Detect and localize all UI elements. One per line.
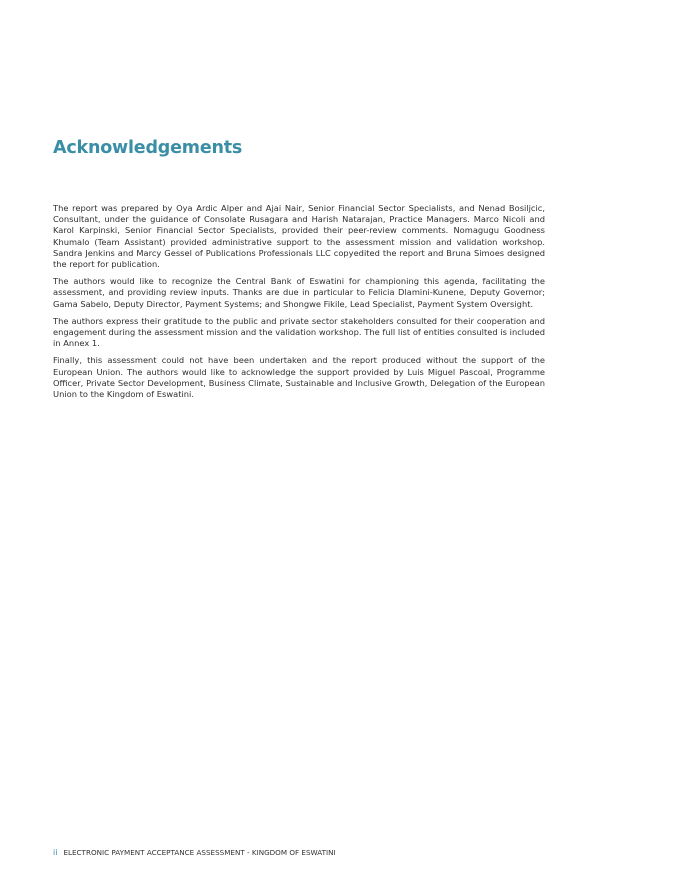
paragraph: The authors would like to recognize the Central Bank of Eswatini for championing this agenda, facilitating the assessment, and providing review inputs. Thanks are due in particular to Felicia Dlamini-Kunene, Deputy Governor; Gama Sabelo, Deputy Director, Payment Systems; and Shongwe Fikile, Lead Specialist, Payment System Oversight. [53,276,545,309]
paragraph: The report was prepared by Oya Ardic Alper and Ajai Nair, Senior Financial Sector Specialists, and Nenad Bosiljcic, Consultant, under the guidance of Consolate Rusagara and Harish Natarajan, Practice Managers. Marco Nicoli and Karol Karpinski, Senior Financial Sector Specialists, provided their peer-review comments. Nomagugu Goodness Khumalo (Team Assistant) provided administrative support to the assessment mission and validation workshop. Sandra Jenkins and Marcy Gessel of Publications Professionals LLC copyedited the report and Bruna Simoes designed the report for publication. [53,203,545,270]
page-number: ii [53,848,58,857]
page-title: Acknowledgements [53,138,243,158]
paragraph: Finally, this assessment could not have been undertaken and the report produced without the support of the European Union. The authors would like to acknowledge the support provided by Luis Miguel Pascoal, Programme Officer, Private Sector Development, Business Climate, Sustainable and Inclusive Growth, Delegation of the European Union to the Kingdom of Eswatini. [53,355,545,400]
paragraph: The authors express their gratitude to the public and private sector stakeholders consulted for their cooperation and engagement during the assessment mission and the validation workshop. The full list of entities consulted is included in Annex 1. [53,315,545,349]
page-footer [53,848,336,857]
running-title: ELECTRONIC PAYMENT ACCEPTANCE ASSESSMENT - KINGDOM OF ESWATINI [63,848,336,857]
body-text [53,203,545,406]
